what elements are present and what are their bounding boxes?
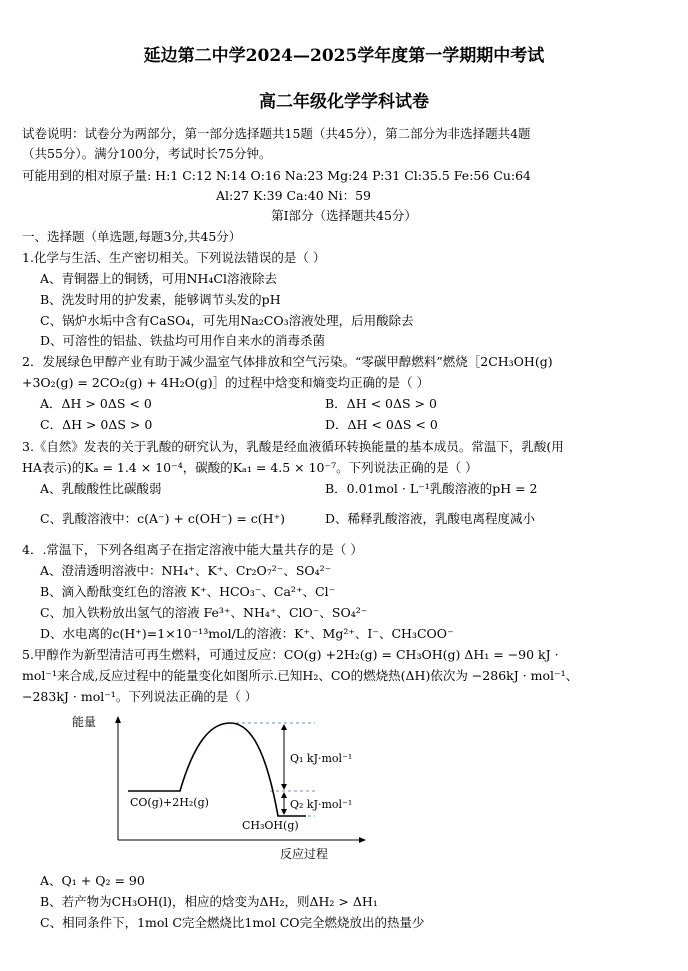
q5-option-b: B、若产物为CH₃OH(l)，相应的焓变为ΔH₂，则ΔH₂ > ΔH₁ [40,894,378,909]
q4-option-b: B、滴入酚酞变红色的溶液 K⁺、HCO₃⁻、Ca²⁺、Cl⁻ [40,584,336,599]
q4-option-c: C、加入铁粉放出氢气的溶液 Fe³⁺、NH₄⁺、ClO⁻、SO₄²⁻ [40,605,368,620]
q1-option-c: C、锅炉水垢中含有CaSO₄，可先用Na₂CO₃溶液处理，后用酸除去 [40,313,414,328]
q1-stem: 1.化学与生活、生产密切相关。下列说法错误的是（ ） [22,250,326,265]
q2-option-a: A．ΔH > 0ΔS < 0 [40,396,152,411]
q1-arrow-head-top [281,724,287,730]
q2-option-d: D．ΔH < 0ΔS < 0 [325,417,438,432]
q3-stem-1: 3.《自然》发表的关于乳酸的研究认为，乳酸是经血液循环转换能量的基本成员。常温下，乳酸(用 [22,439,564,454]
q5-option-c: C、相同条件下，1mol C完全燃烧比1mol CO完全燃烧放出的热量少 [40,915,425,930]
q2-label: Q₂ kJ·mol⁻¹ [290,798,353,811]
q1-option-d: D、可溶性的铝盐、铁盐均可用作自来水的消毒杀菌 [40,333,326,348]
q1-arrow-head-bottom [281,784,287,790]
exam-title: 延边第二中学2024—2025学年度第一学期期中考试 [143,46,545,66]
q2-stem-2: +3O₂(g) = 2CO₂(g) + 4H₂O(g)］的过程中焓变和熵变均正确的是（ ） [22,375,430,390]
q2-option-c: C．ΔH > 0ΔS > 0 [40,417,153,432]
q4-option-a: A、澄清透明溶液中：NH₄⁺、K⁺、Cr₂O₇²⁻、SO₄²⁻ [40,563,332,578]
energy-profile-diagram [70,712,390,864]
q3-stem-2: HA表示)的Kₐ = 1.4 × 10⁻⁴，碳酸的Kₐ₁ = 4.5 × 10⁻⁷。下列说法正确的是（ ） [22,460,478,475]
intro-line-1: 试卷说明：试卷分为两部分，第一部分选择题共15题（共45分），第二部分为非选择题共4题 [22,126,531,141]
q3-option-d: D、稀释乳酸溶液，乳酸电离程度减小 [325,511,536,526]
reactant-label: CO(g)+2H₂(g) [130,796,209,809]
q1-option-b: B、洗发时用的护发素，能够调节头发的pH [40,292,281,307]
q5-option-a: A、Q₁ + Q₂ = 90 [40,873,145,888]
intro-line-2: （共55分）。满分100分，考试时长75分钟。 [22,146,272,161]
q1-label: Q₁ kJ·mol⁻¹ [290,752,353,765]
x-axis-arrow [359,837,366,843]
q5-stem-1: 5.甲醇作为新型清洁可再生燃料，可通过反应：CO(g) +2H₂(g) = CH₃OH(g) ΔH₁ = −90 kJ · [22,647,559,662]
section-heading: 一、选择题（单选题,每题3分,共45分） [22,229,242,244]
q2-stem-1: 2．发展绿色甲醇产业有助于减少温室气体排放和空气污染。“零碳甲醇燃料”燃烧［2CH₃OH(g) [22,354,553,369]
q4-option-d: D、水电离的c(H⁺)=1×10⁻¹³mol/L的溶液：K⁺、Mg²⁺、I⁻、CH₃COO⁻ [40,626,454,641]
q1-option-a: A、青铜器上的铜锈，可用NH₄Cl溶液除去 [40,271,277,286]
atomic-masses-line-2: Al:27 K:39 Ca:40 Ni：59 [216,188,371,203]
y-axis-arrow [115,716,121,723]
q2-arrow-head-bottom [281,809,287,815]
part-heading: 第Ⅰ部分（选择题共45分） [271,208,417,223]
q4-stem: 4．.常温下，下列各组离子在指定溶液中能大量共存的是（ ） [22,542,363,557]
x-axis-label: 反应过程 [280,847,329,861]
atomic-masses-line-1: 可能用到的相对原子量: H:1 C:12 N:14 O:16 Na:23 Mg:24 P:31 Cl:35.5 Fe:56 Cu:64 [22,168,532,183]
q5-stem-2: mol⁻¹来合成,反应过程中的能量变化如图所示.已知H₂、CO的燃烧热(ΔH)依次为 −286kJ · mol⁻¹、 [22,668,579,683]
q3-option-c: C、乳酸溶液中：c(A⁻) + c(OH⁻) = c(H⁺) [40,511,286,526]
exam-subtitle: 高二年级化学学科试卷 [259,92,429,112]
q5-stem-3: −283kJ · mol⁻¹。下列说法正确的是（ ） [22,689,258,704]
q2-arrow-head-top [281,792,287,798]
product-label: CH₃OH(g) [242,819,299,832]
q3-option-a: A、乳酸酸性比碳酸弱 [40,481,162,496]
q2-option-b: B．ΔH < 0ΔS > 0 [325,396,437,411]
q3-option-b: B．0.01mol · L⁻¹乳酸溶液的pH = 2 [325,481,538,496]
y-axis-label: 能量 [72,715,97,729]
